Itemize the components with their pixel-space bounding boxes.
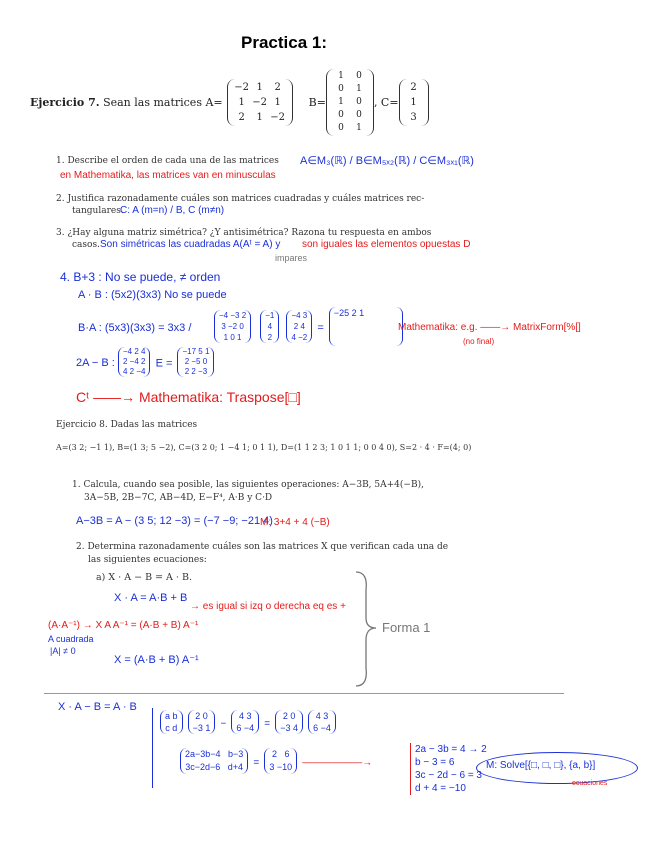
ej7-q2-text-2: tangulares.: [72, 206, 124, 216]
ej7-q2-answer: C: A (m=n) / B, C (m≠n): [120, 205, 225, 216]
ej8-q1-answer: A−3B = A − (3 5; 12 −3) = (−7 −9; −21 4): [76, 515, 273, 527]
ej8-q2-note-1: → es igual si izq o derecha eq es +: [190, 601, 346, 612]
matrix-a-cell: −2: [252, 96, 267, 108]
ej7-q4-mathematica-note: Mathematika: e.g. ——→ MatrixForm[%[]: [398, 322, 581, 333]
ej7-q1-answer: A∈M₃(ℝ) / B∈M₅ₓ₂(ℝ) / C∈M₃ₓ₁(ℝ): [300, 155, 474, 167]
ej7-q4-result-row: −25 2 1: [333, 308, 365, 318]
matrix-b-row: [332, 122, 368, 135]
ejercicio-8-intro: Dadas las matrices: [110, 420, 198, 430]
ejercicio-7-label: Ejercicio 7.: [30, 95, 100, 109]
ej8-q2-text-2: las siguientes ecuaciones:: [88, 555, 207, 565]
system-eq-3: 3c − 2d − 6 = 3: [415, 770, 482, 781]
matrix-c-cell: 1: [410, 96, 417, 108]
ej8-q2-step-1: X · A = A·B + B: [114, 592, 188, 604]
ej7-q4-no-final: (no final): [463, 337, 495, 346]
forma-1-label: Forma 1: [382, 620, 431, 635]
bottom-matrix-product: a b c d 2 0 −3 1 − 4 3 6 −4 = 2 0 −3 4 4 3 6 −4: [160, 710, 336, 734]
matrix-b: [326, 69, 374, 136]
page-title: Practica 1:: [241, 33, 327, 52]
ej7-q4-line-2: A · B : (5x2)(3x3) No se puede: [78, 289, 227, 301]
ej7-q4-2a-minus-b: −4 2 4 2 −4 2 4 2 −4 E = −17 5 1 2 −5 0 2 2 −3: [118, 347, 214, 377]
separator-line: [44, 693, 564, 694]
ej7-q3-note-2: impares: [275, 253, 308, 263]
matrix-a-cell: 1: [274, 96, 281, 108]
matrix-b-cell: 0: [356, 109, 362, 120]
ejercicio-8-label: Ejercicio 8.: [56, 420, 108, 430]
ejercicio-8-defs: A=(3 2; −1 1), B=(1 3; 5 −2), C=(3 2 0; 1 −4 1; 0 1 1), D=(1 1 2 3; 1 0 1 1; 0 0 4 0), S=2 · 4 · F=(4; 0): [56, 443, 472, 452]
matrix-a-row: [233, 80, 287, 95]
ej7-q4-line-5: Cᵗ ——→ Mathematika: Traspose[□]: [76, 389, 301, 405]
ej7-q3-note: son iguales las elementos opuestas D: [302, 239, 471, 250]
matrix-b-row: [332, 96, 368, 109]
matrix-a-cell: −2: [234, 81, 249, 93]
matrix-a-row: [233, 110, 287, 125]
ej7-q4-line-4: 2A − B :: [76, 357, 115, 369]
ej8-q2-a: a) X · A − B = A · B.: [96, 572, 192, 583]
ej8-q2-note-2: (A·A⁻¹) → X A A⁻¹ = (A·B + B) A⁻¹: [48, 620, 199, 631]
ej8-q2-note-3: A cuadrada: [48, 634, 94, 644]
matrix-a-cell: 2: [274, 81, 281, 93]
ej8-q1-text-1: 1. Calcula, cuando sea posible, las siguientes operaciones: A−3B, 5A+4(−B),: [72, 480, 424, 490]
matrix-a-cell: 1: [256, 81, 263, 93]
matrix-b-cell: 0: [338, 122, 344, 133]
matrix-b-cell: 1: [338, 96, 344, 107]
matrix-c-row: [405, 80, 423, 95]
matrix-a: [227, 79, 293, 126]
matrix-a-cell: −2: [270, 111, 285, 123]
matrix-b-label: B=: [308, 95, 326, 109]
matrix-b-row: [332, 109, 368, 122]
ejercicio-7-intro: Sean las matrices A=: [103, 95, 223, 109]
matrix-c-label: , C=: [373, 95, 399, 109]
ejercicio-8-statement: [56, 420, 197, 430]
matrix-a-cell: 1: [256, 111, 263, 123]
matrix-b-cell: 0: [338, 83, 344, 94]
matrix-b-row: [332, 83, 368, 96]
bottom-equation: X · A − B = A · B: [58, 701, 137, 713]
bottom-divider: [152, 708, 153, 788]
matrix-a-row: [233, 95, 287, 110]
ej8-q1-note: M: 3+4 + 4 (−B): [260, 517, 330, 528]
ej7-q2-text-1: 2. Justifica razonadamente cuáles son matrices cuadradas y cuáles matrices rec-: [56, 194, 425, 204]
ej7-q1-note: en Mathematika, las matrices van en minusculas: [60, 170, 276, 181]
ej7-q3-text-1: 3. ¿Hay alguna matriz simétrica? ¿Y antisimétrica? Razona tu respuesta en ambos: [56, 228, 432, 238]
system-eq-2: b − 3 = 6: [415, 757, 455, 768]
matrix-b-cell: 1: [356, 122, 362, 133]
matrix-c-cell: 2: [410, 81, 417, 93]
matrix-b-cell: 1: [356, 83, 362, 94]
system-eq-1: 2a − 3b = 4 → 2: [415, 744, 487, 755]
matrix-c-row: [405, 95, 423, 110]
system-eq-4: d + 4 = −10: [415, 783, 466, 794]
ej8-q1-text-2: 3A−5B, 2B−7C, AB−4D, E−F⁴, A·B y C·D: [84, 493, 273, 503]
ej7-q4-line-1: 4. B+3 : No se puede, ≠ orden: [60, 270, 221, 284]
bottom-matrix-equation: 2a−3b−4 b−3 3c−2d−6 d+4 = 2 6 3 −10 ——————→: [180, 748, 372, 774]
matrix-b-cell: 0: [338, 109, 344, 120]
ejercicio-7-statement: [30, 62, 429, 142]
solve-command: M: Solve[{□, □, □}, {a, b}]: [486, 760, 596, 771]
matrix-b-cell: 1: [338, 70, 344, 81]
matrix-c-cell: 3: [410, 111, 417, 123]
matrix-c-row: [405, 110, 423, 125]
ej7-q4-line-3: B·A : (5x3)(3x3) = 3x3 /: [78, 322, 192, 334]
matrix-a-cell: 1: [238, 96, 245, 108]
ej7-q3-answer: Son simétricas las cuadradas A(Aᵗ = A) y: [100, 239, 281, 250]
right-brace-icon: [352, 570, 382, 688]
matrix-b-cell: 0: [356, 70, 362, 81]
ej7-q1-text: 1. Describe el orden de cada una de las matrices: [56, 156, 279, 166]
ej8-q2-note-4: |A| ≠ 0: [50, 646, 76, 656]
ej7-q3-text-2: casos.: [72, 240, 100, 250]
matrix-a-cell: 2: [238, 111, 245, 123]
solve-ecuaciones-label: ecuaciones: [572, 780, 608, 787]
matrix-b-cell: 0: [356, 96, 362, 107]
matrix-b-row: [332, 70, 368, 83]
ej8-q2-step-2: X = (A·B + B) A⁻¹: [114, 654, 199, 666]
ej7-q4-product: −4 −3 2 3 −2 0 1 0 1 −1 4 2 −4 3 2 4 4 −2 = −25 2 1: [214, 307, 403, 346]
ej8-q2-text-1: 2. Determina razonadamente cuáles son las matrices X que verifican cada una de: [76, 542, 449, 552]
matrix-c: [399, 79, 429, 126]
